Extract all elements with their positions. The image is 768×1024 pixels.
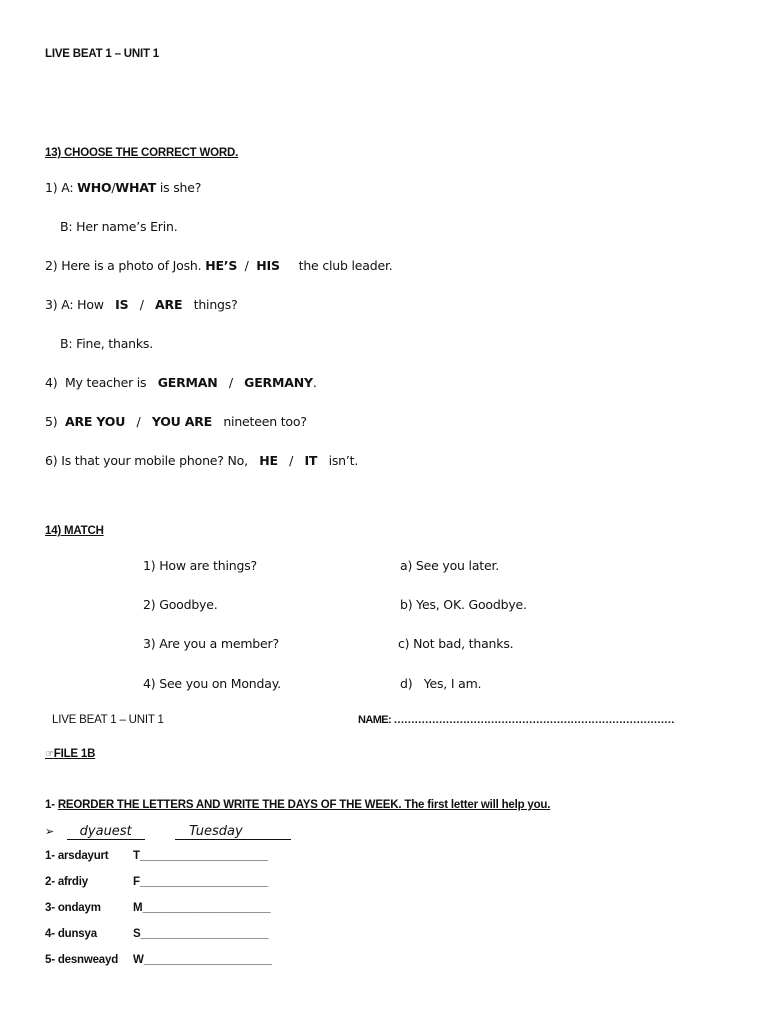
reorder-item-4	[45, 928, 97, 940]
option-are-you[interactable]: ARE YOU	[64, 414, 126, 429]
question-text: 5)	[45, 414, 65, 429]
section-13-title: 13) CHOOSE THE CORRECT WORD.	[45, 147, 239, 159]
question-text: things?	[182, 297, 238, 312]
option-separator: /	[111, 180, 116, 195]
option-who[interactable]: WHO	[77, 180, 112, 195]
reorder-item-1	[45, 850, 108, 862]
item-number: 2-	[45, 876, 58, 888]
answer-blank-4[interactable]: S____________________	[133, 928, 269, 940]
question-text: 3) A: How	[45, 297, 116, 312]
question-text: nineteen too?	[212, 414, 307, 429]
option-you-are[interactable]: YOU ARE	[151, 414, 213, 429]
match-right-a[interactable]: a) See you later.	[400, 558, 500, 573]
item-number: 3-	[45, 902, 58, 914]
match-left-3[interactable]: 3) Are you a member?	[143, 636, 279, 651]
example-scrambled-text: dyauest	[79, 824, 132, 839]
example-answer	[175, 824, 291, 840]
scrambled-word: ondaym	[57, 902, 101, 914]
page-header-2: LIVE BEAT 1 – UNIT 1	[52, 714, 164, 726]
option-is[interactable]: IS	[115, 297, 129, 312]
exercise-instruction-text: REORDER THE LETTERS AND WRITE THE DAYS OF THE WEEK. The first letter will help you.	[57, 799, 551, 811]
option-separator: /	[125, 414, 152, 429]
option-german[interactable]: GERMAN	[157, 375, 218, 390]
question-5	[45, 414, 307, 429]
file-label-text: FILE 1B	[53, 748, 96, 760]
option-separator: /	[217, 375, 245, 390]
question-text: 1) A:	[45, 180, 78, 195]
match-right-c[interactable]: c) Not bad, thanks.	[398, 636, 514, 651]
file-label	[45, 748, 95, 760]
match-left-2[interactable]: 2) Goodbye.	[143, 597, 218, 612]
scrambled-word: desnweayd	[57, 954, 119, 966]
option-germany[interactable]: GERMANY	[244, 375, 313, 390]
question-text: 2) Here is a photo of Josh.	[45, 258, 206, 273]
option-hes[interactable]: HE’S	[205, 258, 238, 273]
option-are[interactable]: ARE	[155, 297, 183, 312]
option-separator: /	[128, 297, 156, 312]
exercise-number: 1-	[45, 799, 58, 811]
question-2	[45, 258, 393, 273]
match-right-d[interactable]: d) Yes, I am.	[400, 676, 482, 691]
section-14-title: 14) MATCH	[45, 525, 104, 537]
question-3b: B: Fine, thanks.	[60, 336, 154, 351]
page-header: LIVE BEAT 1 – UNIT 1	[45, 48, 160, 60]
question-text: isn’t.	[317, 453, 359, 468]
option-he[interactable]: HE	[259, 453, 278, 468]
reorder-item-3	[45, 902, 101, 914]
answer-blank-1[interactable]: T____________________	[133, 850, 268, 862]
pointing-hand-icon: ☞	[45, 749, 54, 760]
reorder-item-5	[45, 954, 118, 966]
option-separator: /	[237, 258, 257, 273]
question-3a	[45, 297, 238, 312]
option-what[interactable]: WHAT	[115, 180, 157, 195]
question-text: 4) My teacher is	[45, 375, 158, 390]
answer-blank-5[interactable]: W____________________	[133, 954, 272, 966]
example-row	[45, 822, 291, 840]
item-number: 1-	[45, 850, 58, 862]
question-text: .	[312, 375, 317, 390]
question-text: the club leader.	[279, 258, 393, 273]
item-number: 4-	[45, 928, 58, 940]
option-it[interactable]: IT	[304, 453, 318, 468]
question-1b: B: Her name’s Erin.	[60, 219, 178, 234]
question-6	[45, 453, 358, 468]
example-scrambled	[67, 824, 145, 840]
question-text: 6) Is that your mobile phone? No,	[45, 453, 260, 468]
option-separator: /	[277, 453, 305, 468]
match-right-b[interactable]: b) Yes, OK. Goodbye.	[400, 597, 527, 612]
arrow-bullet-icon: ➢	[45, 825, 55, 838]
exercise-1-instruction	[45, 799, 550, 811]
reorder-item-2	[45, 876, 88, 888]
scrambled-word: afrdiy	[57, 876, 88, 888]
item-number: 5-	[45, 954, 58, 966]
match-left-4[interactable]: 4) See you on Monday.	[143, 676, 281, 691]
name-field[interactable]: NAME: ………………………………………………………………………	[358, 714, 675, 726]
question-4	[45, 375, 317, 390]
example-answer-text: Tuesday	[189, 824, 243, 839]
scrambled-word: dunsya	[57, 928, 97, 940]
answer-blank-2[interactable]: F____________________	[133, 876, 268, 888]
answer-blank-3[interactable]: M____________________	[133, 902, 271, 914]
question-1a	[45, 180, 201, 195]
match-left-1[interactable]: 1) How are things?	[143, 558, 257, 573]
option-his[interactable]: HIS	[256, 258, 280, 273]
scrambled-word: arsdayurt	[57, 850, 109, 862]
question-text: is she?	[156, 180, 202, 195]
